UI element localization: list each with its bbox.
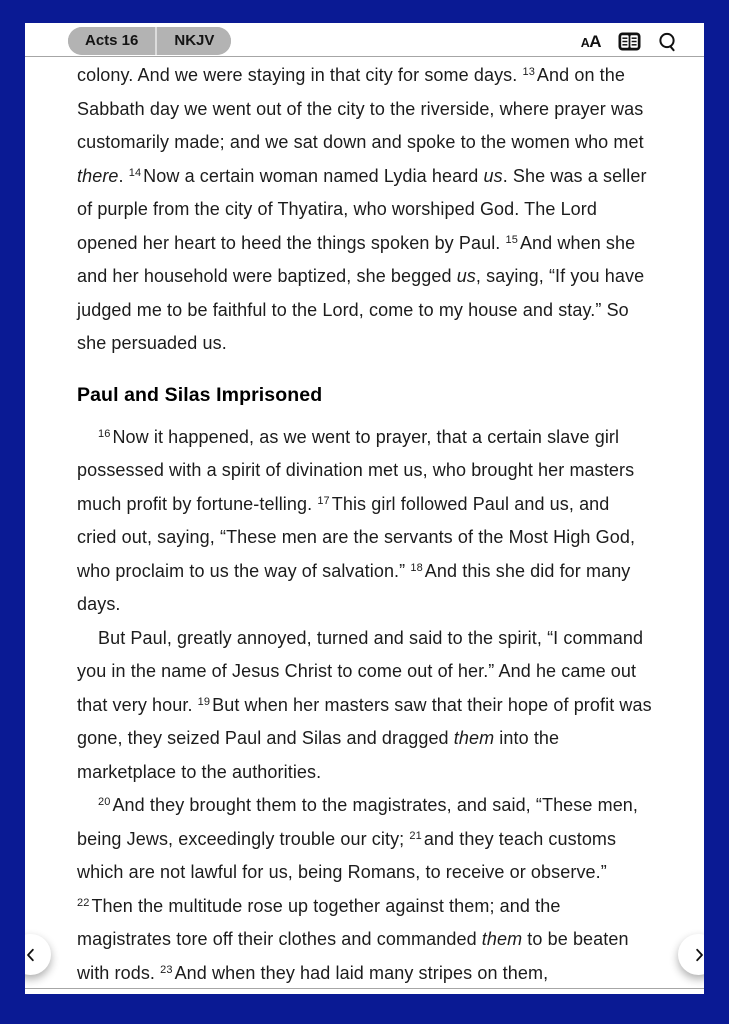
verse-text: Now it happened, as we went to prayer, that a certain slave girl possessed with a spirit of divination met us, who brought her masters much profit by fortune-telling. (77, 426, 635, 514)
verse-text: But when her masters saw that their hope of profit was gone, they seized Paul and Silas and dragged (77, 694, 652, 748)
verse-text: This girl followed Paul and us, and cried out, saying, “These men are the servants of the Most High God, who proclaim to us the way of salvation.” (77, 493, 636, 581)
chevron-right-icon (690, 946, 705, 964)
verse-text: But Paul, greatly annoyed, turned and said to the spirit, “I command you in the name of Jesus Christ to come out of her.” And he came out that very hour. (77, 627, 644, 715)
bottom-separator (25, 988, 704, 989)
verse-number: 18 (410, 561, 423, 574)
scripture-text (25, 57, 704, 990)
verse-text: And when they had laid many stripes on them, (174, 962, 549, 983)
verse-number: 16 (98, 427, 111, 440)
book-version-selector (68, 27, 231, 55)
italic-text: them (453, 728, 495, 748)
search-icon (658, 32, 678, 52)
toolbar-icons (581, 32, 678, 52)
scripture-paragraph (77, 59, 652, 361)
book-chapter-button[interactable]: Acts 16 (68, 27, 155, 55)
verse-number: 22 (77, 896, 90, 909)
scripture-paragraph (77, 789, 652, 990)
chevron-left-icon (25, 946, 40, 964)
verse-text: And on the Sabbath day we went out of the city to the riverside, where prayer was customarily made; and we sat down and spoke to the women who met (77, 65, 644, 152)
verse-text: And when she and her household were baptized, she begged (77, 232, 636, 286)
verse-number: 14 (128, 166, 142, 179)
verse-text: And this she did for many days. (77, 560, 631, 614)
verse-text: to be beaten with rods. (77, 929, 629, 983)
text-size-button[interactable]: A A (580, 31, 601, 51)
verse-text: . She was a seller of purple from the city of Thyatira, who worshiped God. The Lord opened her heart to heed the things spoken by Paul. (77, 165, 647, 253)
search-button[interactable] (658, 32, 678, 52)
verse-number: 21 (409, 829, 422, 842)
scripture-paragraph (77, 421, 652, 622)
italic-text: us (483, 165, 503, 186)
verse-text: And they brought them to the magistrates, and said, “These men, being Jews, exceedingly trouble our city; (77, 795, 639, 849)
verse-number: 15 (505, 233, 518, 246)
parallel-reading-button[interactable] (618, 32, 641, 51)
verse-text: colony. And we were staying in that city for some days. (77, 65, 523, 85)
reader-page (25, 23, 704, 994)
verse-number: 20 (98, 796, 111, 808)
italic-text: us (456, 266, 476, 286)
verse-text: Then the multitude rose up together against them; and the magistrates tore off their clothes and commanded (77, 895, 561, 949)
version-button[interactable]: NKJV (157, 27, 231, 55)
italic-text: them (481, 929, 523, 949)
verse-text: . (118, 165, 129, 186)
verse-text: Now a certain woman named Lydia heard (143, 165, 484, 186)
section-heading: Paul and Silas Imprisoned (77, 383, 323, 406)
verse-number: 23 (160, 963, 173, 976)
verse-text: , saying, “If you have judged me to be faithful to the Lord, come to my house and stay.” So she persuaded us. (77, 266, 645, 353)
italic-text: there (77, 165, 119, 186)
verse-number: 17 (317, 494, 330, 507)
verse-text: into the marketplace to the authorities. (77, 728, 560, 782)
verse-text: and they teach customs which are not lawful for us, being Romans, to receive or observe.” (77, 828, 617, 882)
verse-number: 19 (197, 695, 211, 708)
parallel-book-icon (618, 32, 641, 51)
scripture-paragraph (77, 622, 652, 790)
text-size-icon: A (580, 35, 590, 50)
reader-toolbar (25, 23, 704, 57)
verse-number: 13 (522, 66, 535, 78)
